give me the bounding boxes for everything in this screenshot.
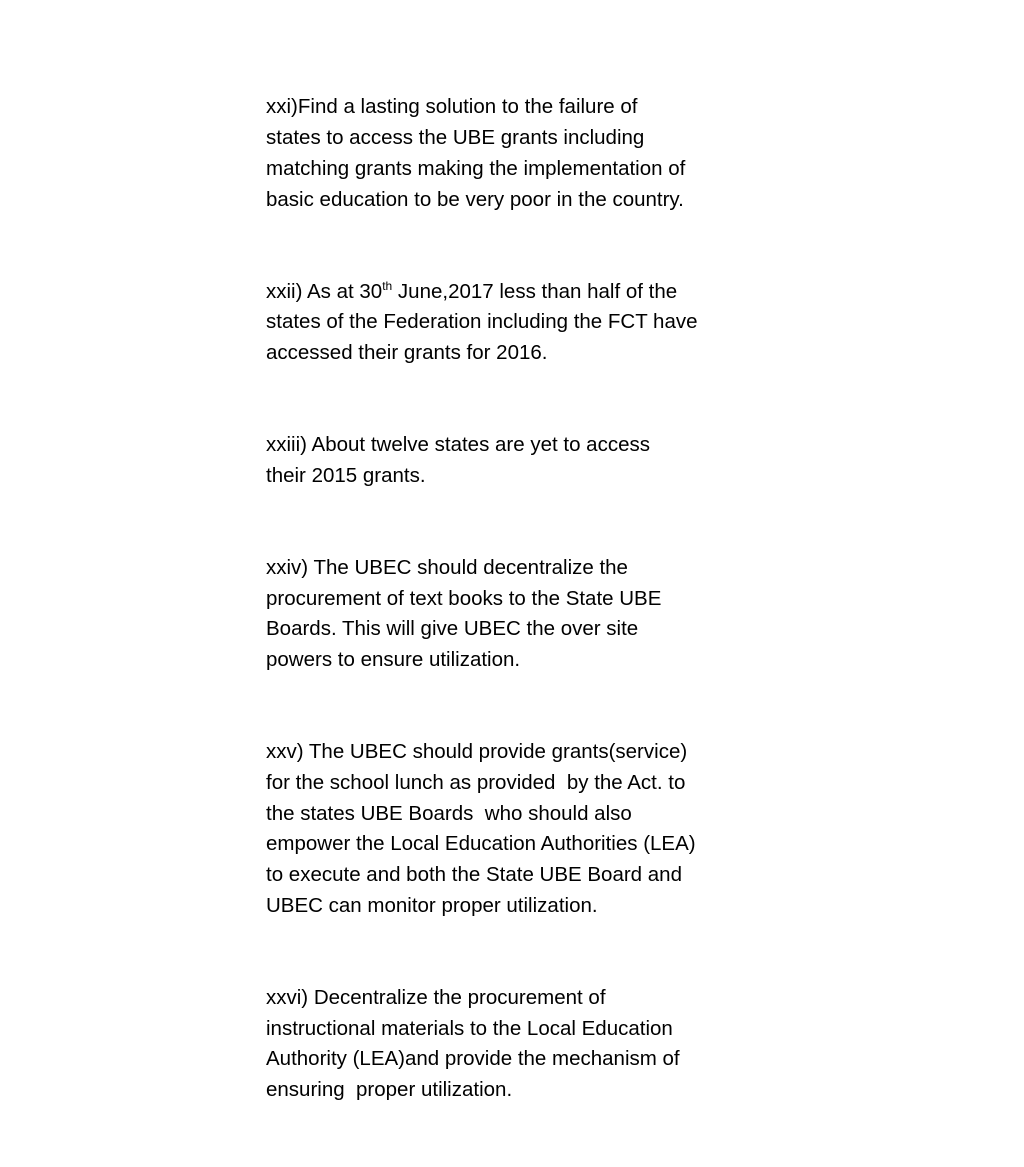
paragraph-xxv: xxv) The UBEC should provide grants(service) for the school lunch as provided by the Act. to the states UBE Boards who should also empower the Local Education Authorities (LEA) to execute and both the State UBE Board and UBEC can monitor proper utilization. xyxy=(266,740,696,917)
paragraph-xxvi: xxvi) Decentralize the procurement of instructional materials to the Local Education Authority (LEA)and provide the mechanism of ensuring proper utilization. xyxy=(266,985,680,1101)
paragraph-xxii-rest: June,2017 less than half of the states of the Federation including the FCT have accessed their grants for 2016. xyxy=(266,279,698,365)
paragraph-xxiii: xxiii) About twelve states are yet to access their 2015 grants. xyxy=(266,433,650,487)
ordinal-superscript: th xyxy=(382,278,393,293)
paragraph-xxi: xxi)Find a lasting solution to the failure of states to access the UBE grants including matching grants making the implementation of basic education to be very poor in the country. xyxy=(266,95,686,211)
recommendations-text xyxy=(266,31,766,1167)
paragraph-xxii xyxy=(266,277,766,369)
paragraph-xxii-start: xxii) As at 30 xyxy=(266,279,383,303)
paragraph-xxiv: xxiv) The UBEC should decentralize the procurement of text books to the State UBE Boards. This will give UBEC the over site powers to ensure utilization. xyxy=(266,555,662,672)
